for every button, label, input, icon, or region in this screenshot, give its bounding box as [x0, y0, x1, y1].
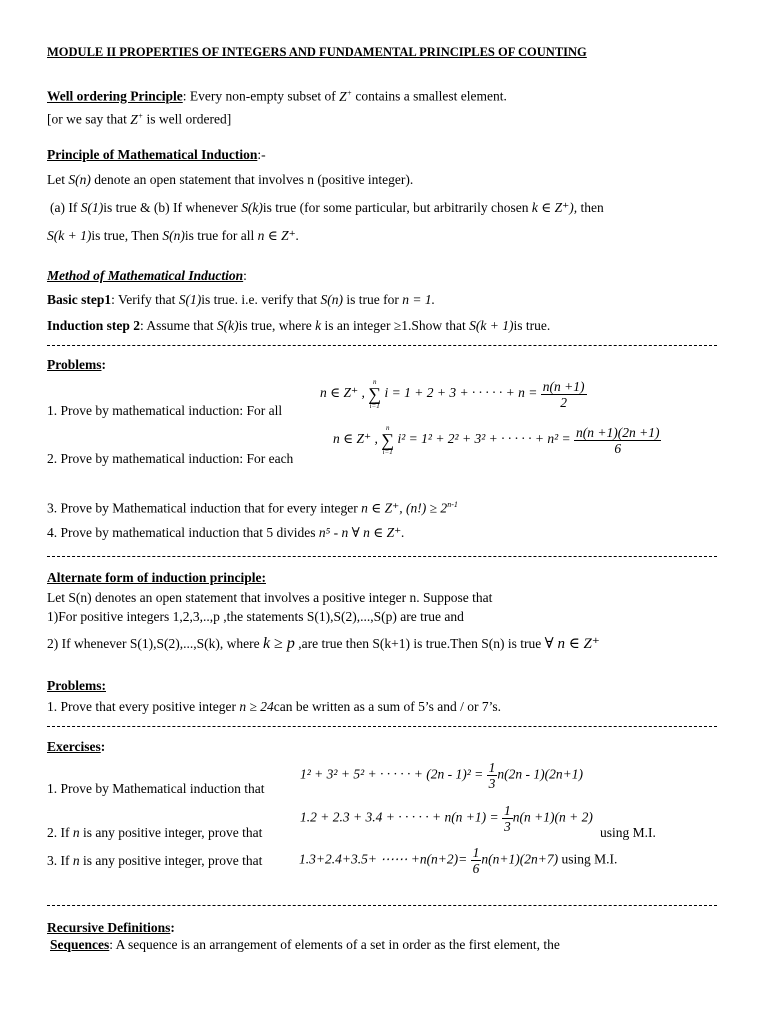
divider — [47, 345, 717, 346]
pmi-line3: S(k + 1)is true, Then S(n)is true for all n ∈ Z⁺. — [47, 228, 300, 243]
well-ordering-line1: Well ordering Principle: Every non-empty subset of Z+ contains a smallest element. — [47, 88, 507, 104]
alternate-heading: Alternate form of induction principle: — [47, 570, 266, 585]
exercise-2-text: 2. If n is any positive integer, prove that — [47, 825, 263, 840]
pmi-heading: Principle of Mathematical Induction — [47, 147, 258, 162]
recursive-heading-line: Recursive Definitions: — [47, 920, 175, 935]
problems-heading-line: Problems: — [47, 357, 106, 372]
exercises-heading: Exercises — [47, 739, 101, 754]
sequences-line: Sequences: A sequence is an arrangement of elements of a set in order as the first element, the — [50, 937, 560, 952]
basic-step: Basic step1: Verify that S(1)is true. i.e. verify that S(n) is true for n = 1. — [47, 292, 435, 307]
exercise-1-text: 1. Prove by Mathematical induction that — [47, 781, 265, 796]
sigma-icon: n ∑ i=1 — [368, 378, 382, 410]
exercise-3-text: 3. If n is any positive integer, prove that — [47, 853, 263, 868]
pmi-line2: (a) If S(1)is true & (b) If whenever S(k)is true (for some particular, but arbitrarily chosen k ∈ Z⁺), then — [50, 200, 604, 215]
pmi-line1: Let S(n) denote an open statement that involves n (positive integer). — [47, 172, 414, 187]
problem-2-text: 2. Prove by mathematical induction: For each — [47, 451, 294, 466]
well-ordering-heading: Well ordering Principle — [47, 88, 183, 104]
sigma-icon: n ∑ i=1 — [381, 424, 395, 456]
recursive-heading: Recursive Definitions — [47, 920, 171, 935]
exercise-1-formula: 1² + 3² + 5² + · · · · · + (2n - 1)² = $\frac{1}{3}$ n(2n - 1)(2n+1) — [300, 760, 583, 791]
divider — [47, 905, 717, 906]
problems-heading: Problems — [47, 357, 102, 372]
problem-1-text: 1. Prove by mathematical induction: For all — [47, 403, 283, 418]
induction-step: Induction step 2: Assume that S(k)is true, where k is an integer ≥1.Show that S(k + 1)is true. — [47, 318, 551, 333]
problem-2-formula: n ∈ Z⁺ , n ∑ i=1 i² = 1² + 2² + 3² + · · · · · + n² = $\frac{n(n +1)(2n +1)}{6}$ — [333, 424, 660, 456]
exercises-heading-line: Exercises: — [47, 739, 106, 754]
well-ordering-line2: [or we say that Z+ is well ordered] — [47, 111, 232, 127]
problems-heading-2: Problems: — [47, 678, 106, 693]
pmi-heading-line: Principle of Mathematical Induction:- — [47, 147, 266, 162]
exercise-3-formula: 1.3+2.4+3.5+ ⋯⋯ +n(n+2)= $\frac{1}{6}$ n(n+1)(2n+7) using M.I. — [299, 845, 618, 876]
divider — [47, 726, 717, 727]
problem-every-integer: 1. Prove that every positive integer n ≥ 24can be written as a sum of 5’s and / or 7’s. — [47, 699, 501, 714]
divider — [47, 556, 717, 557]
alternate-line2: 1)For positive integers 1,2,3,..,p ,the statements S(1),S(2),...,S(p) are true and — [47, 609, 464, 624]
page-title: MODULE II PROPERTIES OF INTEGERS AND FUNDAMENTAL PRINCIPLES OF COUNTING — [47, 45, 587, 59]
problem-3: 3. Prove by Mathematical induction that for every integer n ∈ Z⁺, $(n!) \ge 2^{n-1}$ — [47, 500, 458, 516]
method-heading: Method of Mathematical Induction — [47, 268, 244, 283]
exercise-2-formula: 1.2 + 2.3 + 3.4 + · · · · · + n(n +1) = $\frac{1}{3}$ n(n +1)(n + 2) — [300, 803, 593, 834]
alternate-line3: 2) If whenever S(1),S(2),...,S(k), where k ≥ p ,are true then S(k+1) is true.Then S(n) is true ∀ n ∈ Z⁺ — [47, 635, 600, 652]
problem-1-formula: n ∈ Z⁺ , n ∑ i=1 i = 1 + 2 + 3 + · · · · · + n = $\frac{n(n +1)}{2}$ — [320, 378, 585, 410]
set-z-plus: Z+ — [339, 88, 353, 104]
method-heading-line: Method of Mathematical Induction: — [47, 268, 247, 283]
exercise-2-suffix: using M.I. — [600, 825, 656, 840]
alternate-line1: Let S(n) denotes an open statement that involves a positive integer n. Suppose that — [47, 590, 493, 605]
problem-4: 4. Prove by mathematical induction that 5 divides n⁵ - n ∀ n ∈ Z⁺. — [47, 525, 405, 540]
